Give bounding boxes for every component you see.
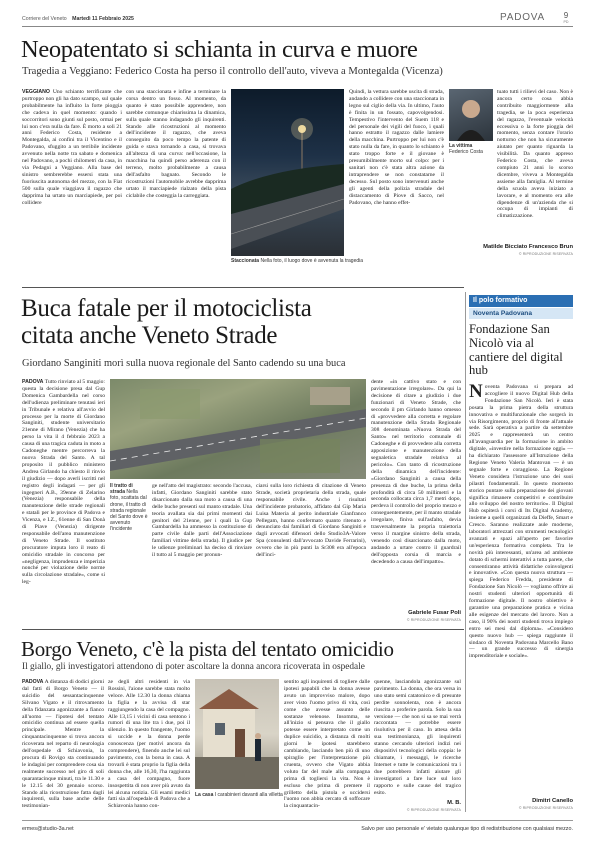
article1-headline: Neopatentato si schianta in curva e muore	[21, 36, 418, 63]
article1-photo	[231, 89, 344, 256]
article2-author: Gabriele Fusar Poli	[408, 610, 461, 616]
article3-headline: Borgo Veneto, c'è la pista del tentato omicidio	[21, 637, 394, 661]
article1-col1-text: Uno schianto terrificante che purtroppo non gli ha dato scampo, sul quale probabilmente ha influito la forte pioggia che cadeva in quel momento: quando i soccorritori sono giunti sul posto, ormai per lui non c'era nulla da fare. È morto a soli 21 anni Federico Costa, residente a Montegalda, ai confini tra il Vicentino e il Padovano, sfuggito a un terribile incidente avvenuto nella notte tra sabato e domenica nel Padovano, a pochi chilometri da casa, in via Pedagni a Veggiano. Alla base del sinistro sembrerebbe essersi stata una fuoriuscita autonoma del mezzo, con la Fiat 500 sulla quale viaggiava il ragazzo che dapprima ha urtato un marciapiede, per poi collidere	[22, 89, 123, 206]
article1-bottom-rule	[22, 287, 464, 288]
sidebar-label: Il polo formativo	[469, 295, 573, 307]
article2-headline	[21, 295, 312, 349]
article3-col3: sentito agli inquirenti di togliere dalle ipotesi papabili che la donna avesse avuto un improvviso malore, dopo aver visto l'uomo privo di vita, così come che avesse assunto delle sostanze velenose. Insomma, se all'inizio si pensava che il giallo potesse essere interpretato come un duplice suicidio, a distanza di molti giorni le ipotesi starebbero cambiando, lasciando ben più di uno spiraglio per l'interpretazione più cruenta, ovvero che Vigato abbia voluto far del male alla compagna prima di togliersi la vita. Non è escluso che prima di premere il grilletto della pistola e uccidersi l'uomo non abbia cercato di soffocare la cinquantacin-	[284, 679, 370, 810]
article1-victim-caption	[449, 143, 493, 155]
article2-photo-caption	[110, 483, 148, 533]
sidebar-repro: © RIPRODUZIONE RISERVATA	[518, 806, 573, 810]
article1-victim-photo	[449, 89, 493, 141]
article3-photo-caption	[195, 792, 283, 798]
article1-kicker: VEGGIANO	[22, 89, 50, 95]
article3-col4: quenne, lasciandola agonizzante sul pavimento. La donna, che ora versa in uno stato semi catatonico e di presunte perdite sonnolenta, non è ancora riuscita a proferire parola. Solo la sua versione — che non si sa se mai verrà raccontata — potrebbe essere risolutiva per il caso. In attesa della sua testimonianza, gli inquirenti stanno cercando ulteriori indizi nei dispositivi tecnologici della coppia: le chiamate, i messaggi, le ricerche Internet e tutte le comunicazioni tra i due potrebbero infatti aiutare gli investigatori a fare luce sul loro rapporto e sulle cause del tragico esito.	[374, 679, 461, 796]
sidebar-body	[469, 381, 573, 794]
article2-col4: dente «in cattivo stato e con pavimentazione irregolare». Da qui la decisione di citare a giudizio i due funzionari di Veneto Strade, che secondo il pm Girlando hanno omesso di «provvedere alla corretta e regolare manutenzione della Strada Regionale 308 denominata «Nuova Strada del Santo» nel territorio comunale di Cadoneghe e di provvedere alla corretta apposizione e manutenzione della segnaletica stradale relativa al pericolo». Con tanto di ricostruzione della dinamica dell'incidente: «Giordano Sanginiti a causa della presenza di due buche, la prima della profondità di circa 50 millimetri e la seconda collocata circa 1,7 metri dopo, perdeva il controllo del proprio mezzo e conseguentemente, per il manto stradale irregolare, finiva sull'asfalto, devia trasversalmente la propria traiettoria verso il margine sinistro della strada, venendo così disarcionato dalla moto, andando a urtare contro il guardrail dell'opposta corsia di marcia e decedendo a causa dell'impatto».	[371, 379, 461, 565]
header-rule	[22, 26, 573, 27]
article1-author: Matilde Bicciato Francesco Brun	[483, 244, 573, 250]
article3-photo	[195, 679, 279, 789]
issue-date: Martedì 11 Febbraio 2025	[72, 16, 134, 22]
article1-photo-caption	[231, 258, 364, 264]
portrait-silhouette	[449, 89, 493, 141]
article3-photo-caption-title: La casa	[195, 792, 214, 798]
article3-author: M. B.	[447, 800, 461, 806]
article2-col3: ciarsi sulla loro richiesta di citazione di Veneto Strade, società proprietaria della strada, quale responsabile civile. Anche i risultati dell'incidente probatorio, affidato dal Gip Maria Luisa Materia al perito industriale Gianfranco Pellegam, hanno confermato quanto ritenuto e denunciato dai familiari di Giordano Sanginiti e dagli avvocati difensori dello Studio3A-Valore Spa (consulenti dall'avvocato Davide Ferrarini), ovvero che in più punti la Sr308 era all'epoca dell'inci-	[256, 483, 366, 559]
article3-col2: ze degli altri residenti in via Rossini, l'aione sarebbe stata molto veloce. Alle 12.30 la donna chiama la figlia e la avvisa di star raggiungendo la casa del compagno. Alle 13,15 i vicini di casa sentono i rumori di una lite tra i due, poi il silenzio. In questo frangente, l'uomo si uccide e la donna perde conoscenza (per motivi ancora da comprendere), finendo anche lei sul pavimento, con la borsa in casa. A trovarli è stata proprio la figlia della donna che, alle 16,30, l'ha raggiunta a casa del compagno, fuore insospettita di non aver più avuto da lei alcuna notizia. Gli esami medici fatti sia all'ospedale di Padova che a Schiavonia hanno con-	[108, 679, 190, 810]
article2-headline-line1: Buca fatale per il motociclista	[21, 295, 312, 322]
article3-col1	[22, 679, 104, 813]
page-number	[556, 11, 576, 24]
article2-headline-line2: citata anche Veneto Strade	[21, 322, 278, 349]
article2-photo-caption-title: Il tratto di strada	[110, 483, 133, 496]
article2-col2: ge nell'atto del magistrato: secondo l'accusa, infatti, Giordano Sanginiti sarebbe stato disarcionato dalla sua moto a causa di una delle buche presenti sul manto stradale. Una teoria avallata sia dai primi momenti dai genitori del 21enne, per i quali la Gup Gambardella ha ammesso la costituzione di parte civile dalle parti dell'Associazione familiari vittime della strada). Il giudice per le udienze preliminari ha deciso di rinviare il tutto al 5 maggio per pronun-	[152, 483, 252, 559]
sidebar-drop-cap: N	[469, 381, 483, 402]
article1-photo-caption-title: Staccionata	[231, 258, 260, 264]
footer-notice: Salvo per uso personale e' vietato qualunque tipo di redistribuzione con qualsiasi mezzo.	[361, 826, 573, 832]
article2-repro: © RIPRODUZIONE RISERVATA	[406, 618, 461, 622]
article1-victim-caption-text: Federico Costa	[449, 149, 483, 156]
page-number-sub: PD	[563, 20, 569, 24]
article2-bottom-rule	[22, 629, 464, 630]
article3-photo-caption-text: I carabinieri davanti alla villetta	[214, 792, 283, 798]
article2-photo	[110, 379, 366, 479]
article1-col2: con una staccionata e infine a terminare la corsa dentro un fosso. Al momento, da quanto è stato possibile apprendere, non sarebbe comunque chiarissima la dinamica, sulla quale stanno indagando gli inquirenti. Stando alle ricostruzioni al momento dell'incidente il ragazzo, che aveva conseguito da poco tempo la patente di guida e stava tornando a casa, si trovava all'altezza di una curva: nell'occasione, la macchina ha quindi perso aderenza con il terreno, molto probabilmente a causa dell'asfalto bagnato. Secondo le ricostruzioni l'automobile avrebbe dapprima urtato il marciapiede rialzato della pista ciclabile che costeggia la carreggiata.	[126, 89, 226, 199]
sidebar-tag: Noventa Padovana	[469, 308, 573, 319]
article1-col3: Quindi, la vettura sarebbe uscita di strada, andando a collidere con una staccionata in legno sul ciglio della via. In ultimo, l'auto è finita in un fossato, capovolgendosi. Tempestivo l'intervento del Suem 118 e del personale dei vigili del fuoco, i quali hanno estratto il ragazzo dalle lamiere della macchina. Purtroppo per lui non c'è stato nulla da fare, in quanto lo schianto è stato troppo forte e il giovane è presumibilmente morto sul colpo: per i sanitari non c'è stata altra azione da intraprendere se non constatarne il decesso. Sul posto sono intervenuti anche gli agenti della polizia stradale del distaccamento di Piove di Sacco, nel Padovano, che hanno effet-	[349, 89, 444, 206]
article2-subheadline: Giordano Sanginiti morì sulla nuova regionale del Santo cadendo su una buca	[22, 358, 346, 369]
article3-repro: © RIPRODUZIONE RISERVATA	[406, 808, 461, 812]
article1-repro: © RIPRODUZIONE RISERVATA	[518, 252, 573, 256]
article3-kicker: PADOVA	[22, 679, 44, 685]
article2-col1	[22, 379, 105, 623]
section-label: PADOVA	[500, 12, 545, 23]
article1-photo-caption-text: Nella foto, il luogo dove è avvenuta la tragedia	[260, 258, 364, 264]
road-night-scene	[231, 89, 344, 256]
article1-victim-caption-title: La vittima	[449, 143, 473, 149]
sidebar-body-text: oventa Padovana si prepara ad accogliere il nuovo Digital Hub della Fondazione San Nicolò. Ieri è stata posata la prima pietra della struttura innovativa e multifunzionale che sorgerà in via Risorgimento, proprio di fronte all'attuale sede. Sarà operativa a partire da settembre 2025 e rappresenterà un centro all'avanguardia per la formazione in ambito digitale, «investire nella formazione oggi» — ha dichiarato l'assessore all'Istruzione della Regione Veneto Valeria Mantovan — è un segnale forte e coraggioso. La Regione Veneto considera l'istruzione uno dei suoi pilastri fondamentali. In questo momento storico puntare sulla preparazione dei giovani significa rimanere competitivi e contribuire allo sviluppo del nostro territorio». Il Digital Hub ospiterà i corsi di Its Digital Academy, insieme a quelli organizzati da Dieffe, Smart e Cresco. Saranno realizzate aule moderne, laboratori attrezzati con strumenti tecnologici avanzati e spazi all'aperto per favorire un'esperienza formativa completa. Tra le novità più interessanti, un'area ad ambiente dotato di schermi interattivi a tutta parete, che consentiranno attività didattiche coinvolgenti e innovative. «Con questa nuova struttura — spiega Federico Fredda, presidente di Fondazione San Nicolò — vogliamo offrire ai nostri studenti ulteriori opportunità di formazione digitale. Il nostro obiettivo è garantire una preparazione pratica e vicina alle esigenze del mercato del lavoro. Non a caso, il 90% dei nostri studenti trova impiego entro sei mesi dal diploma». «Considero questo nuovo hub — spiega raggiunte il sindaco di Noventa Padovana Marcello Bano — un grande successo di sinergia imprenditoriale e sociale».	[469, 384, 573, 660]
page-number-value: 9	[563, 11, 569, 20]
sidebar-divider	[465, 292, 466, 812]
aerial-road-scene	[110, 379, 366, 479]
footer-rule	[22, 820, 573, 821]
sidebar-author: Dimitri Canello	[532, 798, 573, 804]
sidebar-headline: Fondazione San Nicolò via al cantiere del digital hub	[469, 322, 563, 378]
article1-subheadline: Tragedia a Veggiano: Federico Costa ha perso il controllo dell'auto, viveva a Montegalda (Vicenza)	[22, 66, 443, 77]
article1-col1	[22, 89, 122, 277]
article2-kicker: PADOVA	[22, 379, 44, 385]
article3-col1-text: A distanza di dodici giorni dal fatti di Borgo Veneto — il suicidio del sessantacinquenne Silvano Vigato e il ritrovamento della fidanzata agonizzante a fianco all'uomo — l'ipotesi del tentato omicidio continua ad essere quella principale. Mentre la cinquantacinquenne si trova ancora ricoverata nel reparto di neurologia dell'ospedale di Schiavonia, la procura di Rovigo sta continuando le indagini per comprendere cosa sia realmente successo nel giro di soli quarantacinque minuti, tra le 11.30 e le 12.15 del 30 gennaio scorso. Stando alla ricostruzione fatta dagli inquirenti, sulla base anche delle testimonian-	[22, 679, 104, 810]
house-scene	[195, 679, 279, 789]
masthead-name: Corriere del Veneto	[22, 16, 67, 22]
article1-col4: tuato tutti i rilievi del caso. Non è ancora certo cosa abbia contribuito maggiormente alla tragedia, se la poca esperienza del ragazzo, l'eventuale velocità eccessiva o la forte pioggia del momento, senza contare l'orario notturno che non ha sicuramente aiutato per quanto riguarda la visibilità. Da quanto appreso Federico Costa, che aveva compiuto 21 anni lo scorso dicembre, viveva a Montegalda assieme alla famiglia. Al termine della scuola aveva iniziato a lavorare, e al momento era alle dipendenze di un'azienda che si occupa di impianti di climatizzazione.	[497, 89, 573, 220]
footer-email: ermes@studio-3a.net	[22, 826, 74, 832]
masthead	[22, 16, 134, 22]
article2-col1-text: Tutto rinviato al 5 maggio: questa la decisione presa dal Gup Domenica Gambardella nel corso dell'udienza preliminare tenutasi ieri in Tribunale e relativa all'avvio del processo per la morte di Giordano Sanginiti, studente universitario 21enne di Mirano (Venezia) che ha perso la vita il 4 febbraio 2023 a causa di una tragica caduta in moto a Cadoneghe mentre percorreva la nuova Strada del Santo. A tal proposito il pubblico ministero Andrea Girlando ha chiesto il rinvio il giudizio — dopo averli iscritti nel registro degli indagati — per gli ingegneri A.B., 39enne di Zelarino (Venezia) responsabile della manutenzione delle strade regionali e statali per le province di Padova e Vicenza, e I.Z., 61enne di San Donà di Piave (Venezia) dirigente responsabile dell'area manutenzione di Veneto Strade. Il sostituto procuratore imputa loro il reato di omicidio stradale in concorso per «negligenza, imprudenza e imperizia nonché per violazione delle norme sulla circolazione stradale», come si leg-	[22, 379, 105, 586]
article3-subheadline: Il giallo, gli investigatori attendono di poter ascoltare la donna ancora ricoverata in ospedale	[22, 662, 365, 672]
article2-photo-caption-text: Nella foto, scattata dal drone, il tratto di strada regionale del Santo dove è avvenuto l'incidente	[110, 489, 148, 533]
